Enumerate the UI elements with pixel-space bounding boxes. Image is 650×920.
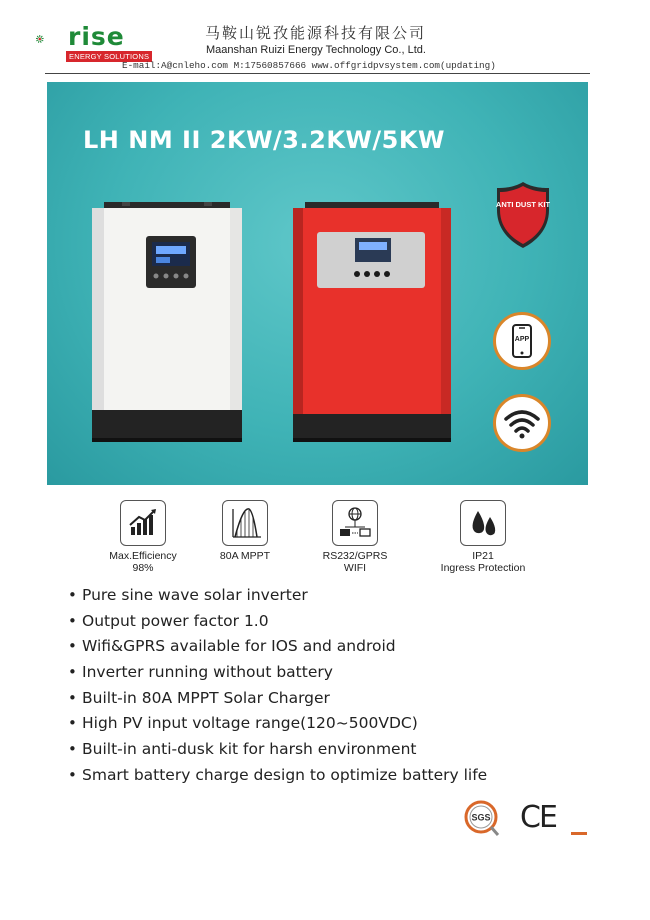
- contact-line: E-mail:A@cnleho.com M:17560857666 www.offgridpvsystem.com(updating): [122, 60, 496, 71]
- app-label: APP: [514, 336, 530, 343]
- product-title: LH NM II 2KW/3.2KW/5KW: [83, 126, 445, 154]
- list-item: • Inverter running without battery: [68, 660, 487, 686]
- feature-icon-box: [222, 500, 268, 546]
- company-name-cn: 马鞍山锐孜能源科技有限公司: [205, 24, 427, 42]
- app-badge: [493, 312, 551, 370]
- efficiency-chart-icon: [121, 501, 165, 545]
- feature-label: 80A MPPT: [219, 550, 271, 562]
- product-banner: [47, 82, 588, 485]
- company-name-en: Maanshan Ruizi Energy Technology Co., Ltd.: [206, 44, 426, 56]
- feature-icon-box: [120, 500, 166, 546]
- decorative-mark: [571, 832, 587, 835]
- sgs-logo-icon: [462, 798, 502, 838]
- feature-ip21: [428, 500, 538, 574]
- feature-mppt: [200, 500, 290, 562]
- brand-tagline: ENERGY SOLUTIONS: [66, 51, 152, 62]
- brand-name: rise: [68, 22, 125, 51]
- water-drops-icon: [461, 501, 505, 545]
- list-item: • Pure sine wave solar inverter: [68, 583, 487, 609]
- network-icon: [333, 501, 377, 545]
- feature-icon-box: [332, 500, 378, 546]
- rise-logo-icon: [36, 22, 66, 58]
- list-item: • High PV input voltage range(120~500VDC): [68, 711, 487, 737]
- list-item: • Smart battery charge design to optimize battery life: [68, 763, 487, 789]
- feature-label: RS232/GPRS WIFI: [322, 550, 388, 574]
- feature-communication: [310, 500, 400, 574]
- list-item: • Built-in 80A MPPT Solar Charger: [68, 686, 487, 712]
- wifi-badge: [493, 394, 551, 452]
- shield-icon: [493, 178, 553, 250]
- feature-label: Max.Efficiency 98%: [109, 550, 177, 574]
- feature-efficiency: [98, 500, 188, 574]
- ce-mark: CE: [520, 800, 556, 835]
- list-item: • Built-in anti-dusk kit for harsh environment: [68, 737, 487, 763]
- feature-icon-box: [460, 500, 506, 546]
- red-inverter-image: [287, 202, 457, 452]
- header-divider: [45, 73, 590, 74]
- sgs-mark: [462, 798, 502, 838]
- sgs-label: SGS: [471, 812, 491, 823]
- wifi-icon: [496, 397, 548, 449]
- feature-list: [68, 583, 487, 789]
- list-item: • Wifi&GPRS available for IOS and android: [68, 634, 487, 660]
- anti-dust-label: ANTI DUST KIT: [495, 200, 551, 209]
- page-header: [0, 0, 650, 80]
- list-item: • Output power factor 1.0: [68, 609, 487, 635]
- anti-dust-badge: [493, 178, 553, 250]
- feature-label: IP21 Ingress Protection: [440, 550, 526, 574]
- white-inverter-image: [82, 202, 252, 452]
- mppt-curve-icon: [223, 501, 267, 545]
